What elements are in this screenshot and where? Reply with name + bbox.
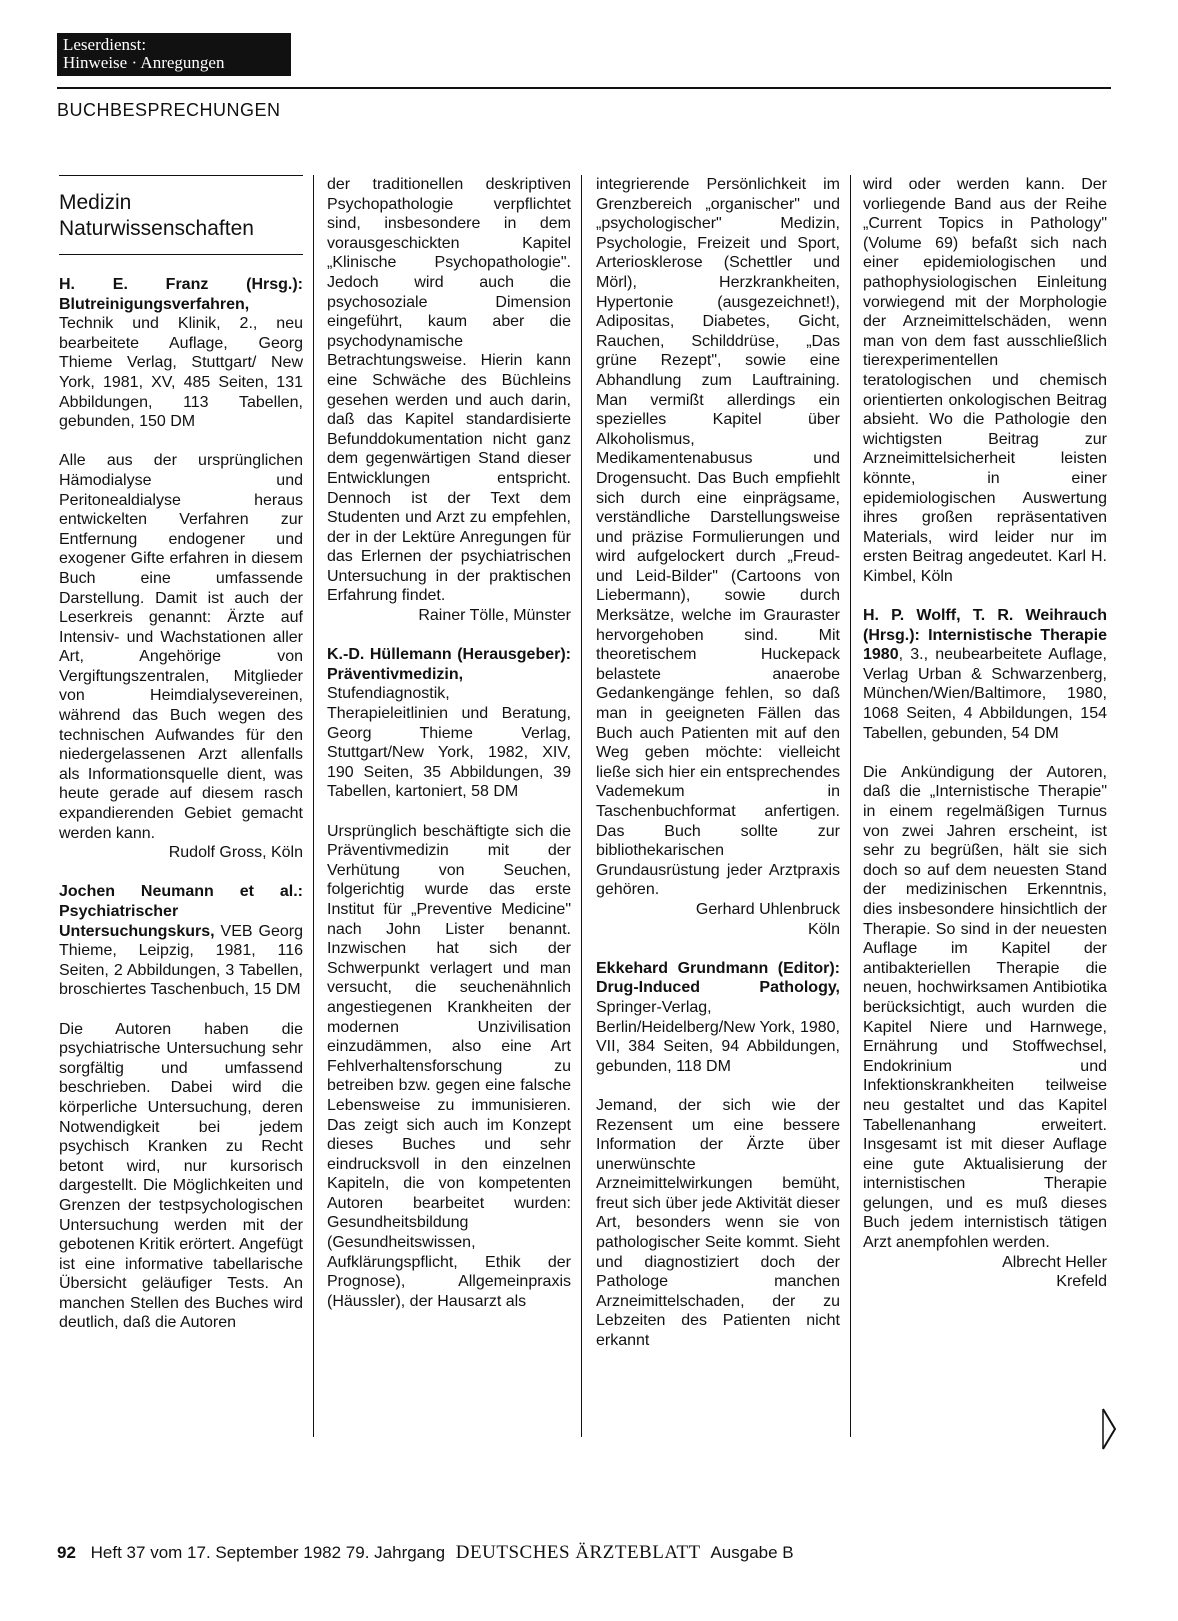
continue-arrow-icon (1101, 1407, 1117, 1451)
review-title: Jochen Neumann et al.: Psychiatrischer Untersuchungskurs, (59, 883, 303, 940)
header-rule (57, 87, 1111, 89)
review-body-huellemann-part1: Ursprünglich beschäftigte sich die Präventivmedizin mit der Verhütung von Seuchen, folgerichtig wurde das erste Institut für „Preventive Medicine" nach John Lister benannt. Inzwischen hat sich der Schwerpunkt verlagert und man versucht, die seuchenähnlich angestiegenen Krankheiten der modernen Unzivilisation einzudämmen, also eine Art Fehlverhaltensforschung zu betreiben bzw. gegen eine falsche Lebensweise zu immunisieren. Das zeigt sich auch im Konzept dieses Buches und sehr eindrucksvoll in den einzelnen Kapiteln, die von kompetenten Autoren bearbeitet wurden: Gesundheitsbildung (Gesundheitswissen, Aufklärungspflicht, Ethik der Prognose), Allgemeinpraxis (Häussler), der Hausarzt als (327, 822, 571, 1310)
review-title: H. P. Wolff, T. R. Weihrauch (Hrsg.): Internistische Therapie 1980 (863, 607, 1107, 664)
review-body-neumann-part1: Die Autoren haben die psychiatrische Untersuchung sehr sorgfältig und umfassend beschrieben. Dabei wird die körperliche Untersuchung, deren Notwendigkeit bei jedem psychisch Kranken zu Recht betont wird, nur kursorisch dargestellt. Die Möglichkeiten und Grenzen der testpsychologischen Untersuchung werden mit der gebotenen Kritik erörtert. Angefügt ist eine informative tabellarische Übersicht geläufiger Tests. An manchen Stellen des Buches wird deutlich, daß die Autoren (59, 1020, 303, 1332)
issue-info: Heft 37 vom 17. September 1982 79. Jahrgang (90, 1543, 446, 1562)
section-header-box (57, 33, 291, 76)
column-1 (59, 175, 303, 1333)
review-signature (863, 1253, 1107, 1292)
column-divider (581, 175, 582, 1437)
review-citation-franz (59, 275, 303, 432)
column-divider (850, 175, 851, 1437)
review-publication-details: , 3., neubearbeitete Auflage, Verlag Urban & Schwarzenberg, München/Wien/Baltimore, 1980, 1068 Seiten, 4 Abbildungen, 154 Tabellen, gebunden, 54 DM (863, 646, 1107, 742)
review-title: H. E. Franz (Hrsg.): Blutreinigungsverfahren, (59, 276, 303, 313)
review-body-neumann-part2: der traditionellen deskriptiven Psychopathologie verpflichtet sind, insbesondere in dem vorausgeschickten Kapitel „Klinische Psychopathologie". Jedoch wird auch die psychosoziale Dimension eingeführt, kaum aber die psychodynamische Betrachtungsweise. Hierin kann eine Schwäche des Büchleins gesehen werden und auch darin, daß das Kapitel standardisierte Befunddokumentation nicht ganz dem gegenwärtigen Stand dieser Entwicklungen entspricht. Dennoch ist der Text dem Studenten und Arzt zu empfehlen, der in der Lektüre Anregungen für das Erlernen der psychiatrischen Untersuchung in der praktischen Erfahrung findet. (327, 176, 571, 605)
review-signature: Rainer Tölle, Münster (418, 607, 571, 625)
review-citation-wolff (863, 606, 1107, 743)
review-publication-details: VEB Georg Thieme, Leipzig, 1981, 116 Seiten, 2 Abbildungen, 3 Tabellen, broschiertes Taschenbuch, 15 DM (59, 922, 303, 999)
signature-name: Gerhard Uhlenbruck (695, 900, 840, 918)
column-4 (863, 175, 1107, 1292)
review-publication-details: Stufendiagnostik, Therapieleitlinien und Beratung, Georg Thieme Verlag, Stuttgart/New York, 1982, XIV, 190 Seiten, 35 Abbildungen, 39 Tabellen, kartoniert, 58 DM (327, 685, 571, 801)
review-publication-details: Springer-Verlag, Berlin/Heidelberg/New York, 1980, VII, 384 Seiten, 94 Abbildungen, gebunden, 118 DM (596, 998, 840, 1075)
review-signature: Rudolf Gross, Köln (168, 844, 303, 862)
review-citation-neumann (59, 882, 303, 1000)
review-title: Ekkehard Grundmann (Editor): Drug-Induced Pathology, (596, 959, 840, 997)
edition-label: Ausgabe B (710, 1543, 794, 1562)
category-heading (59, 190, 303, 242)
page-footer (57, 1542, 794, 1564)
column-3 (596, 175, 840, 1351)
category-rule-bottom (59, 254, 303, 255)
header-line-2: Hinweise · Anregungen (63, 53, 225, 72)
review-body-wolff: Die Ankündigung der Autoren, daß die „Internistische Therapie" in einem regelmäßigen Turnus von zwei Jahren erscheint, ist sehr zu begrüßen, hält sie sich doch so auf dem neuesten Stand der medizinischen Erkenntnis, dies insbesondere hinsichtlich der Therapie. So sind in der neuesten Auflage im Kapitel der antibakteriellen Therapie die neuen, hochwirksamen Antibiotika berücksichtigt, auch wurden die Kapitel Niere und Harnwege, Ernährung und Stoffwechsel, Endokrinium und Infektionskrankheiten teilweise neu gestaltet und das Kapitel Tabellenanhang erweitert. Insgesamt ist mit dieser Auflage eine gute Aktualisierung der internistischen Therapie gelungen, und es muß dieses Buch jedem internistisch tätigen Arzt anempfohlen werden. (863, 763, 1107, 1252)
review-body-franz: Alle aus der ursprünglichen Hämodialyse und Peritonealdialyse heraus entwickelten Verfahren zur Entfernung endogener und exogener Gifte erfahren in diesem Buch eine umfassende Darstellung. Damit ist auch der Leserkreis genannt: Ärzte auf Intensiv- und Wachstationen aller Art, Angehörige von Vergiftungszentralen, Mitglieder von Heimdialysevereinen, während das Buch wegen des technischen Aufwandes für den niedergelassenen Arzt allenfalls als Informationsquelle dient, was heute gerade auf diesem rasch expandierenden Gebiet gemacht werden kann. (59, 452, 303, 842)
section-title: BUCHBESPRECHUNGEN (57, 100, 281, 120)
review-body-grundmann-part2: wird oder werden kann. Der vorliegende Band aus der Reihe „Current Topics in Pathology" (Volume 69) befaßt sich nach einer epidemiologischen und pathophysiologischen Einleitung vorwiegend mit der Morphologie der Arzneimittelschäden, wenn man von dem fast ausschließlich tierexperimentellen teratologischen und chemisch orientierten onkologischen Beitrag absieht. Wo die Pathologie den wichtigsten Beitrag zur Arzneimittelsicherheit leisten könnte, in einer epidemiologischen Auswertung ihres großen repräsentativen Materials, wird leider nur im ersten Beitrag angedeutet. Karl H. Kimbel, Köln (863, 176, 1107, 585)
column-divider (313, 175, 314, 1437)
review-signature (596, 900, 840, 939)
magazine-title: DEUTSCHES ÄRZTEBLATT (455, 1542, 701, 1563)
review-body-grundmann-part1: Jemand, der sich wie der Rezensent um eine bessere Information der Ärzte über unerwünschte Arzneimittelwirkungen bemüht, freut sich über jede Aktivität dieser Art, besonders wenn sie von pathologischer Seite kommt. Sieht und diagnostiziert doch der Pathologe manchen Arzneimittelschaden, der zu Lebzeiten des Patienten nicht erkannt (596, 1096, 840, 1350)
category-line-1: Medizin (59, 191, 132, 214)
review-body-huellemann-part2: integrierende Persönlichkeit im Grenzbereich „organischer" und „psychologischer" Medizin, Psychologie, Freizeit und Sport, Arteriosklerose (Schettler und Mörl), Herzkrankheiten, Hypertonie (ausgezeichnet!), Adipositas, Diabetes, Gicht, Rauchen, Schilddrüse, „Das grüne Rezept", sowie eine Abhandlung zum Lauftraining. Man vermißt allerdings ein spezielles Kapitel über Alkoholismus, Medikamentenabusus und Drogensucht. Das Buch empfiehlt sich durch eine einprägsame, verständliche Darstellungsweise und präzise Formulierungen und wird aufgelockert durch „Freud- und Leid-Bilder" (Cartoons von Liebermann), sowie durch Merksätze, welche im Grauraster hervorgehoben sind. Mit theoretischem Huckepack belastete anaerobe Gedankengänge fehlen, so daß man in geeigneten Fällen das Buch auch Patienten mit auf den Weg geben möchte: vielleicht ließe sich hier ein entsprechendes Vademekum in Taschenbuchformat anfertigen. Das Buch sollte zur bibliothekarischen Grundausrüstung jeder Arztpraxis gehören. (596, 176, 840, 899)
page-number: 92 (57, 1543, 76, 1562)
signature-city: Krefeld (1056, 1273, 1107, 1291)
review-publication-details: Technik und Klinik, 2., neu bearbeitete Auflage, Georg Thieme Verlag, Stuttgart/ New York, 1981, XV, 485 Seiten, 131 Abbildungen, 113 Tabellen, gebunden, 150 DM (59, 315, 303, 431)
category-line-2: Naturwissenschaften (59, 217, 254, 240)
review-title: K.-D. Hüllemann (Herausgeber): Präventivmedizin, (327, 646, 571, 683)
review-citation-grundmann (596, 959, 840, 1077)
signature-name: Albrecht Heller (1002, 1253, 1107, 1271)
review-citation-huellemann (327, 645, 571, 802)
header-line-1: Leserdienst: (63, 35, 147, 54)
column-2 (327, 175, 571, 1311)
signature-city: Köln (807, 920, 840, 938)
category-rule-top (59, 175, 303, 176)
